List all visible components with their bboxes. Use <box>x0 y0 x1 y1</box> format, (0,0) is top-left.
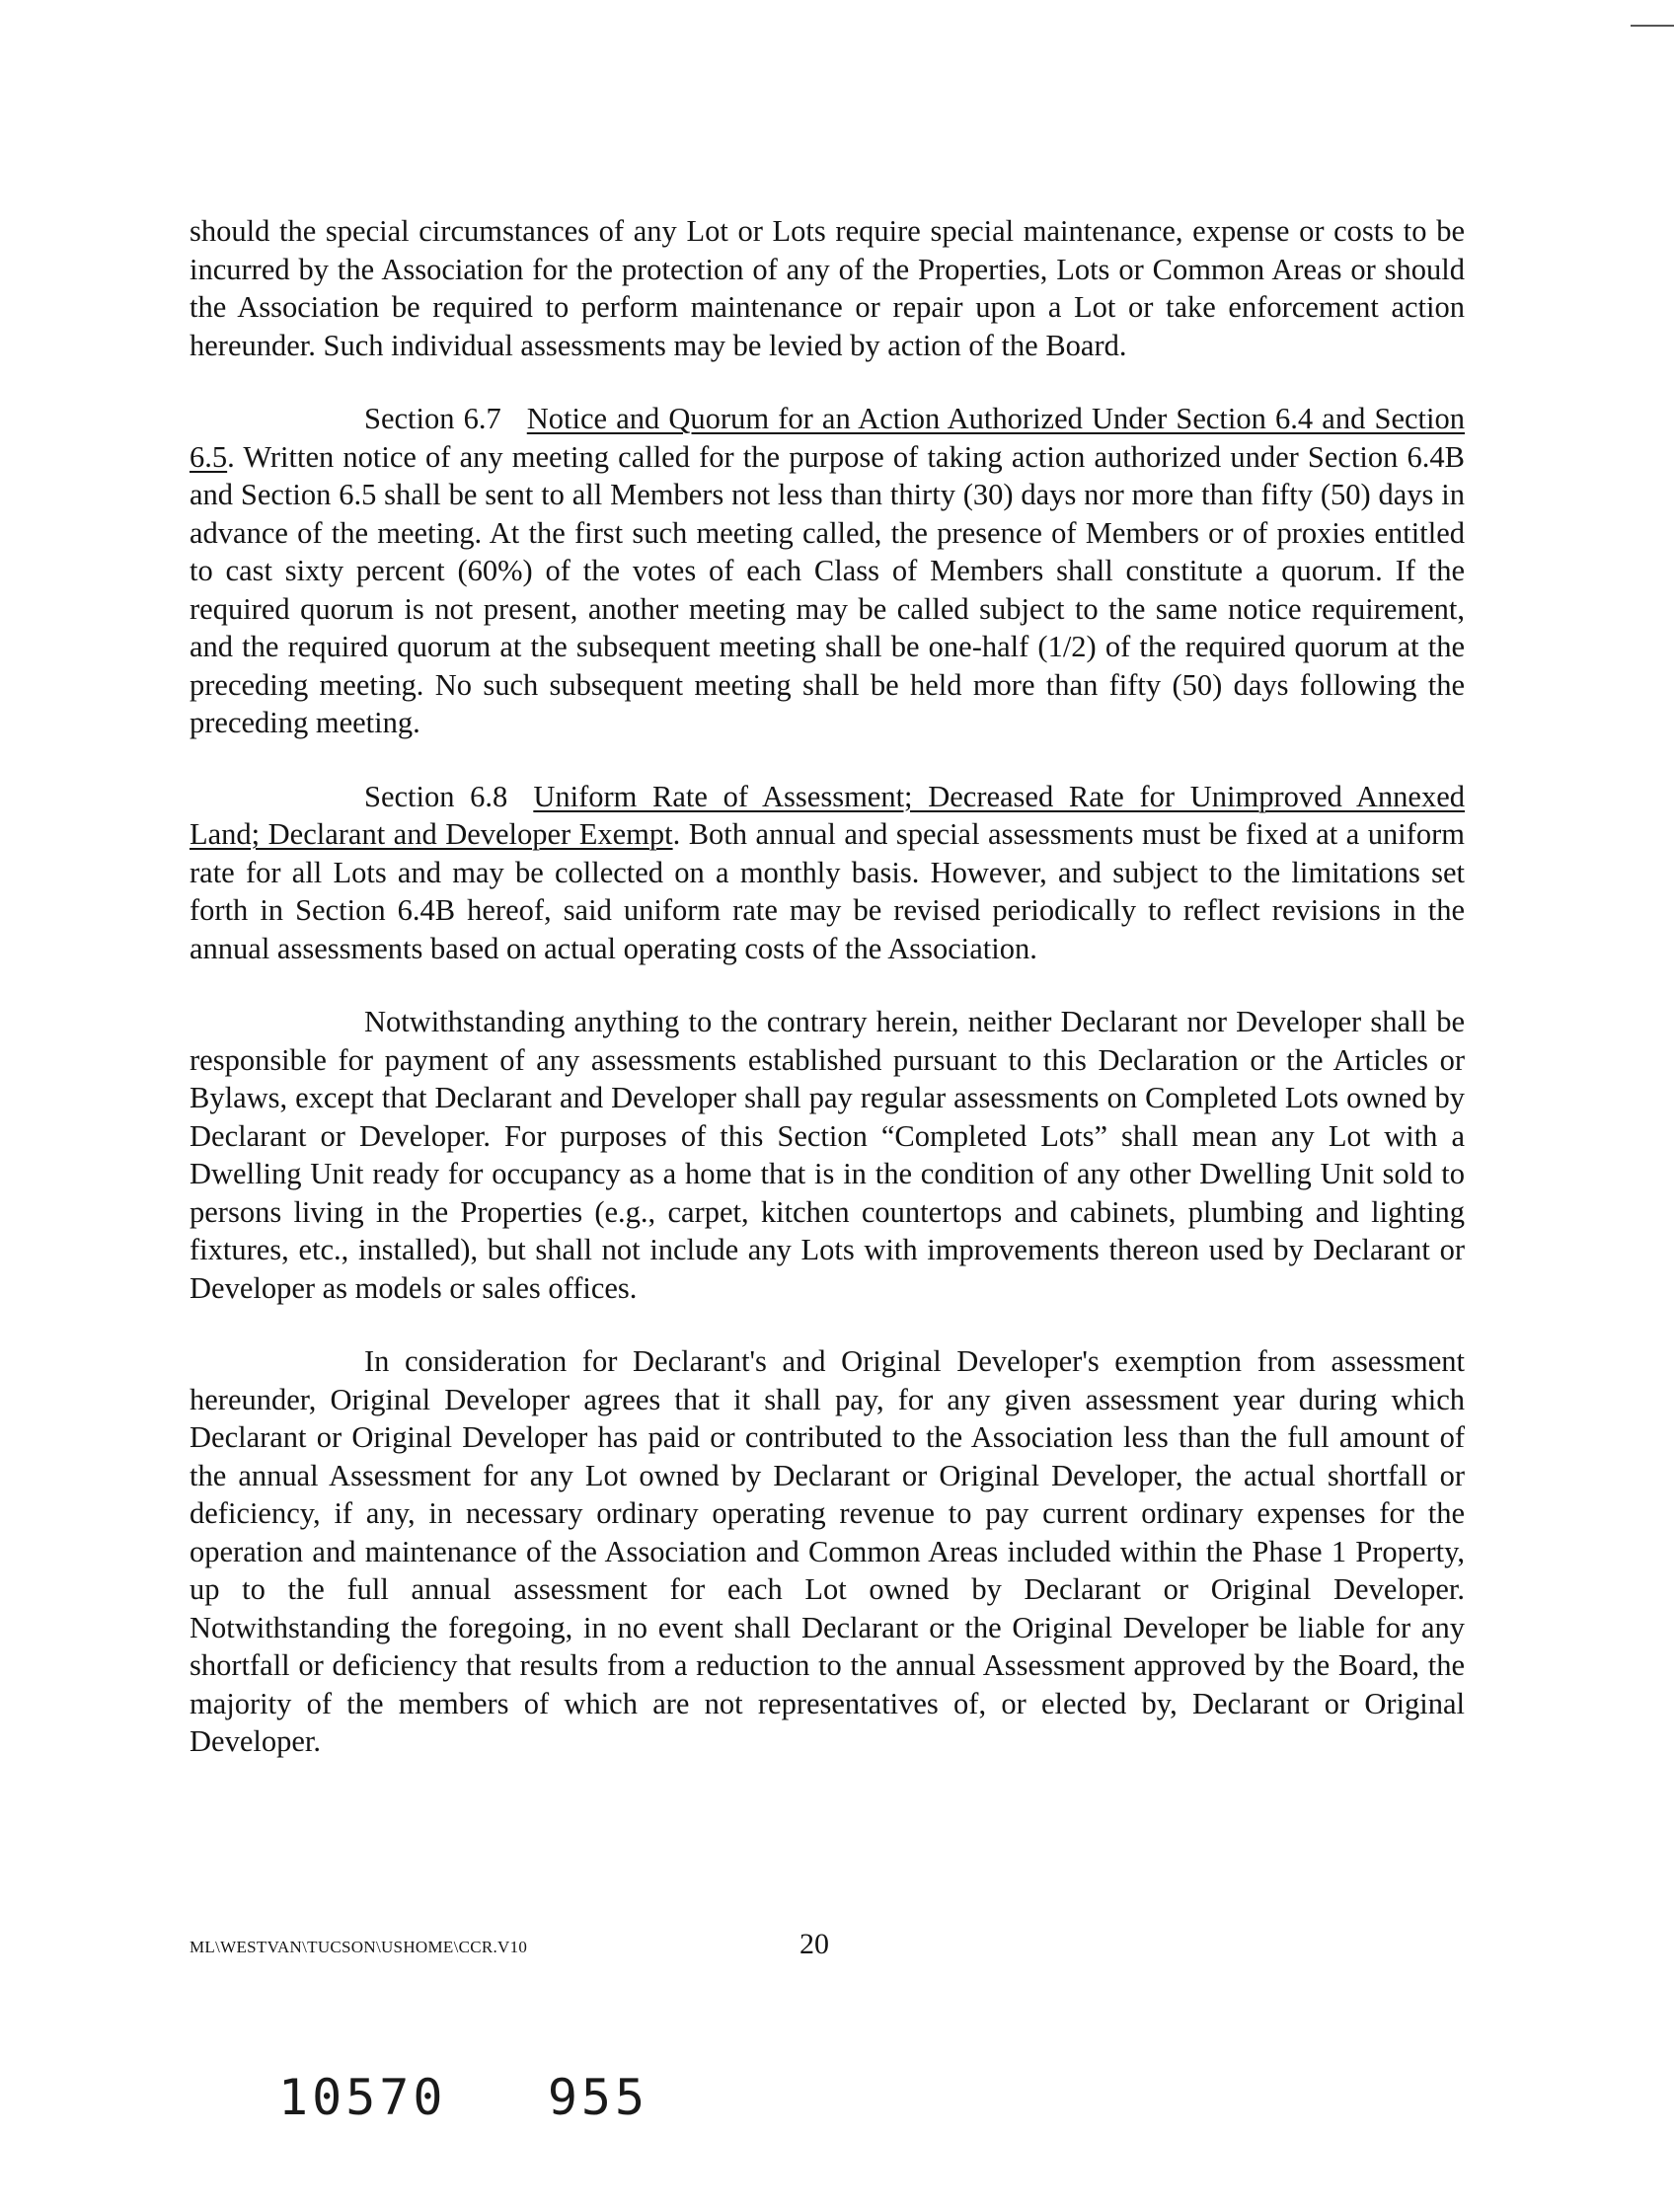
document-body <box>190 212 1465 1796</box>
consideration-paragraph: In consideration for Declarant's and Original Developer's exemption from assessment hereunder, Original Developer agrees that it shall pay, for any given assessment year during which Declarant or Original Developer has paid or contributed to the Association less than the full amount of the annual Assessment for any Lot owned by Declarant or Original Developer, the actual shortfall or deficiency, if any, in necessary ordinary operating revenue to pay current ordinary expenses for the operation and maintenance of the Association and Common Areas included within the Phase 1 Property, up to the full annual assessment for each Lot owned by Declarant or Original Developer. Notwithstanding the foregoing, in no event shall Declarant or the Original Developer be liable for any shortfall or deficiency that results from a reduction to the annual Assessment approved by the Board, the majority of the members of which are not representatives of, or elected by, Declarant or Original Developer. <box>190 1344 1465 1758</box>
recording-page-number: 955 <box>547 2069 649 2126</box>
section-6-7-heading: Notice and Quorum for an Action Authorized Under Section 6.4 and Section 6.5 <box>190 402 1465 474</box>
scan-corner-mark <box>1631 25 1674 27</box>
footer-file-path: ML\WESTVAN\TUCSON\USHOME\CCR.V10 <box>190 1938 528 1956</box>
recording-book-number: 10570 <box>278 2069 447 2126</box>
section-6-8-body: . Both annual and special assessments must be fixed at a uniform rate for all Lots and may be collected on a monthly basis. However, and subject to the limitations set forth in Section 6.4B hereof, said uniform rate may be revised periodically to reflect revisions in the annual assessments based on actual operating costs of the Association. <box>190 817 1466 965</box>
section-6-8-number: Section 6.8 <box>364 779 508 813</box>
section-6-7-paragraph <box>190 400 1465 742</box>
recording-stamp <box>278 2069 648 2126</box>
page-footer <box>190 1928 1465 1967</box>
section-6-7-number: Section 6.7 <box>364 402 501 435</box>
continuation-paragraph: should the special circumstances of any Lot or Lots require special maintenance, expense or costs to be incurred by the Association for the protection of any of the Properties, Lots or Common Areas or should the Association be required to perform maintenance or repair upon a Lot or take enforcement action hereunder. Such individual assessments may be levied by action of the Board. <box>190 214 1465 362</box>
section-6-8-paragraph <box>190 778 1465 968</box>
section-6-7-body: . Written notice of any meeting called for the purpose of taking action authorized under Section 6.4B and Section 6.5 shall be sent to all Members not less than thirty (30) days nor more than fifty (50) days in advance of the meeting. At the first such meeting called, the presence of Members or of proxies entitled to cast sixty percent (60%) of the votes of each Class of Members shall constitute a quorum. If the required quorum is not present, another meeting may be called subject to the same notice requirement, and the required quorum at the subsequent meeting shall be one-half (1/2) of the required quorum at the preceding meeting. No such subsequent meeting shall be held more than fifty (50) days following the preceding meeting. <box>190 439 1465 739</box>
section-6-8-heading: Uniform Rate of Assessment; Decreased Rate for Unimproved Annexed Land; Declarant and Developer Exempt <box>190 779 1465 851</box>
page-number: 20 <box>799 1928 829 1960</box>
notwithstanding-paragraph: Notwithstanding anything to the contrary herein, neither Declarant nor Developer shall be responsible for payment of any assessments established pursuant to this Declaration or the Articles or Bylaws, except that Declarant and Developer shall pay regular assessments on Completed Lots owned by Declarant or Developer. For purposes of this Section “Completed Lots” shall mean any Lot with a Dwelling Unit ready for occupancy as a home that is in the condition of any other Dwelling Unit sold to persons living in the Properties (e.g., carpet, kitchen countertops and cabinets, plumbing and lighting fixtures, etc., installed), but shall not include any Lots with improvements thereon used by Declarant or Developer as models or sales offices. <box>190 1005 1465 1305</box>
